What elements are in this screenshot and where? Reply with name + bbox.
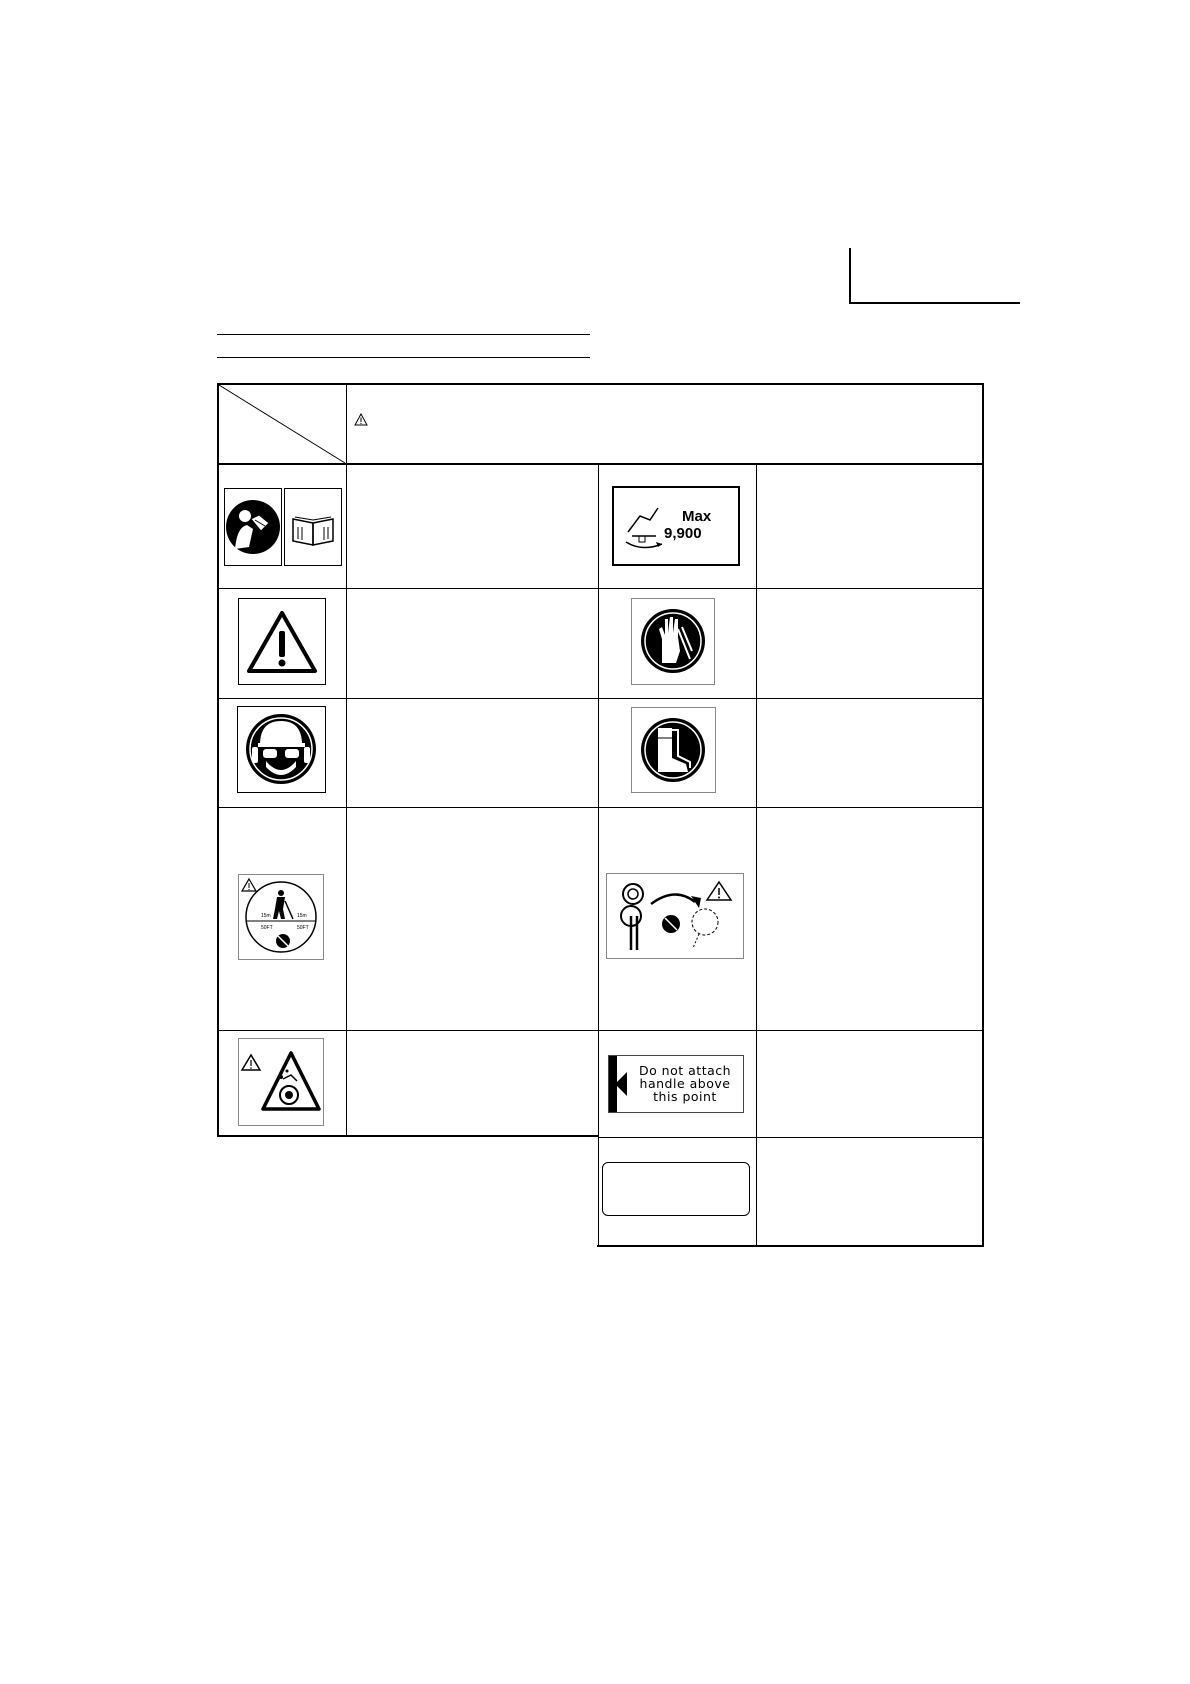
handle-label-line1: Do not attach bbox=[638, 1063, 732, 1078]
row-divider-1 bbox=[217, 588, 984, 589]
row-divider-4 bbox=[217, 1030, 984, 1031]
distance-right-sub: 50FT bbox=[297, 925, 309, 931]
gloves-icon bbox=[631, 598, 715, 685]
row-divider-5 bbox=[598, 1137, 984, 1138]
max-label-line1: Max bbox=[682, 508, 712, 525]
thrown-objects-icon bbox=[238, 1038, 324, 1126]
col-divider-2 bbox=[598, 463, 599, 1247]
table-left-border bbox=[217, 383, 219, 1137]
col-divider-1 bbox=[346, 383, 347, 1137]
handle-position-label bbox=[608, 1055, 744, 1113]
read-manual-icon bbox=[224, 488, 282, 566]
row-divider-2 bbox=[217, 698, 984, 699]
table-right-border bbox=[982, 383, 984, 1247]
handle-label-line3: this point bbox=[653, 1089, 717, 1104]
caution-triangle-icon bbox=[238, 598, 326, 685]
distance-right: 15m bbox=[297, 913, 307, 919]
header-diagonal bbox=[217, 383, 347, 465]
col-divider-3 bbox=[756, 463, 757, 1247]
blank-label bbox=[602, 1162, 750, 1216]
bystanders-distance-icon bbox=[238, 874, 324, 960]
blade-thrust-icon bbox=[606, 873, 744, 959]
row-divider-3 bbox=[217, 807, 984, 808]
distance-left: 15m bbox=[261, 913, 271, 919]
table-bottom-right-border bbox=[597, 1245, 984, 1247]
max-label-line2: 9,900 bbox=[664, 525, 702, 542]
arrow-left-icon bbox=[615, 1072, 627, 1096]
distance-left-sub: 50FT bbox=[261, 925, 273, 931]
warning-triangle-icon bbox=[354, 413, 368, 426]
boots-icon bbox=[631, 707, 716, 793]
head-protection-icon bbox=[237, 706, 326, 793]
handle-label-line2: handle above bbox=[639, 1076, 731, 1091]
table-bottom-left-border bbox=[217, 1135, 599, 1137]
max-rpm-label bbox=[612, 486, 740, 566]
book-icon bbox=[284, 488, 342, 566]
